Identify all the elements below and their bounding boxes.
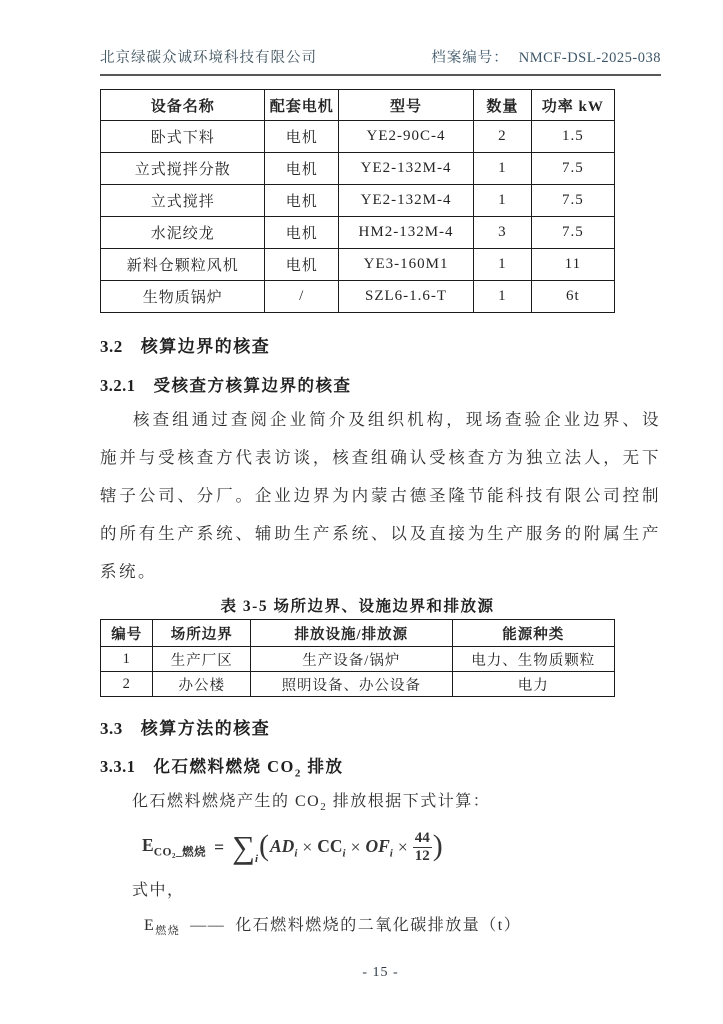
table-cell: 7.5	[531, 217, 614, 249]
table-cell: 1	[474, 249, 532, 281]
page-header	[100, 46, 661, 76]
table-cell: HM2-132M-4	[338, 217, 473, 249]
table-cell: 1	[474, 185, 532, 217]
table-row	[101, 249, 615, 281]
section-heading-3-2	[100, 332, 661, 357]
em-dash: ——	[190, 917, 226, 935]
section-heading-3-3	[100, 714, 661, 739]
table-cell: 7.5	[531, 153, 614, 185]
subscript-2: 2	[294, 767, 302, 780]
symbol-description: 化石燃料燃烧的二氧化碳排放量（t）	[235, 917, 522, 935]
right-paren: )	[432, 829, 443, 863]
table-cell: SZL6-1.6-T	[338, 281, 473, 313]
table-cell: YE3-160M1	[338, 249, 473, 281]
table-cell: 7.5	[531, 185, 614, 217]
times-sign: ×	[350, 836, 361, 857]
boundary-verification-paragraph: 核查组通过查阅企业简介及组织机构，现场查验企业边界、设施并与受核查方代表访谈，核查组确认受核查方为独立法人，无下辖子公司、分厂。企业边界为内蒙古德圣隆节能科技有限公司控制的所有生产系统、辅助生产系统、以及直接为生产服务的附属生产系统。	[100, 410, 661, 581]
table-cell: 照明设备、办公设备	[251, 672, 452, 697]
table-cell: 2	[101, 672, 153, 697]
table-cell: 生产厂区	[153, 647, 251, 672]
section-number: 3.3	[100, 719, 123, 738]
table-cell: 3	[474, 217, 532, 249]
subscript-2: 2	[320, 801, 328, 814]
page-number: - 15 -	[362, 964, 399, 980]
table-3-5-caption: 表 3-5 场所边界、设施边界和排放源	[220, 598, 495, 615]
column-header: 编号	[101, 620, 153, 647]
column-header: 型号	[338, 90, 473, 121]
table-row	[101, 647, 615, 672]
summation-index: i	[254, 853, 258, 866]
times-sign: ×	[302, 836, 313, 857]
table-cell: 卧式下料	[101, 121, 265, 153]
archive-label: 档案编号：	[431, 50, 509, 66]
table-cell: 立式搅拌分散	[101, 153, 265, 185]
fraction-numerator: 44	[413, 830, 432, 848]
table-cell: YE2-132M-4	[338, 185, 473, 217]
table-cell: 11	[531, 249, 614, 281]
symbol-base: E	[144, 917, 156, 935]
table-header-row	[101, 620, 615, 647]
section-number: 3.2	[100, 337, 123, 356]
archive-number: NMCF-DSL-2025-038	[518, 50, 661, 66]
times-sign: ×	[397, 836, 408, 857]
table-header-row	[101, 90, 615, 121]
company-name: 北京绿碳众诚环境科技有限公司	[100, 50, 317, 66]
section-number: 3.3.1	[100, 757, 136, 776]
section-title: 化石燃料燃烧 $CO_2$ 排放	[153, 757, 344, 780]
column-header: 配套电机	[265, 90, 339, 121]
where-label: 式中，	[132, 882, 185, 900]
column-header: 数量	[474, 90, 532, 121]
table-row	[101, 121, 615, 153]
symbol-subscript: 燃烧	[155, 925, 181, 938]
archive-number-field	[431, 46, 661, 67]
fraction-denominator: 12	[414, 847, 430, 864]
table-cell: 电机	[265, 249, 339, 281]
formula-term-OF: $OF_i$	[365, 835, 393, 860]
section-heading-3-2-1	[100, 372, 661, 396]
table-cell: 生产设备/锅炉	[251, 647, 452, 672]
section-title: 核算方法的核查	[140, 719, 271, 738]
table-cell: 1	[474, 281, 532, 313]
summation-symbol: ∑	[232, 829, 255, 866]
table-cell: 6t	[531, 281, 614, 313]
table-cell: 电力	[452, 672, 614, 697]
formula-lhs: $E_{CO_2\_燃烧}$	[142, 835, 207, 859]
boundary-table	[100, 619, 615, 697]
section-title: 受核查方核算边界的核查	[153, 376, 352, 395]
table-cell: 电机	[265, 185, 339, 217]
formula-intro-line: 化石燃料燃烧产生的 $CO_2$ 排放根据下式计算：	[132, 793, 491, 814]
column-header: 能源种类	[452, 620, 614, 647]
section-heading-3-3-1	[100, 753, 661, 779]
formula-term-AD: $AD_i$	[270, 835, 298, 860]
table-cell: 新料仓颗粒风机	[101, 249, 265, 281]
table-cell: 1	[101, 647, 153, 672]
table-cell: 2	[474, 121, 532, 153]
table-cell: 生物质锅炉	[101, 281, 265, 313]
table-cell: 1.5	[531, 121, 614, 153]
table-cell: 电机	[265, 121, 339, 153]
table-cell: YE2-132M-4	[338, 153, 473, 185]
table-row	[101, 672, 615, 697]
symbol-explanation-line	[100, 912, 661, 938]
table-cell: 电机	[265, 153, 339, 185]
equals-sign: =	[214, 836, 225, 857]
table-cell: 水泥绞龙	[101, 217, 265, 249]
table-cell: YE2-90C-4	[338, 121, 473, 153]
table-row	[101, 217, 615, 249]
column-header: 功率 kW	[531, 90, 614, 121]
table-cell: /	[265, 281, 339, 313]
table-cell: 办公楼	[153, 672, 251, 697]
formula-term-CC: $CC_i$	[317, 835, 346, 860]
table-row	[101, 153, 615, 185]
table-row	[101, 185, 615, 217]
table-row	[101, 281, 615, 313]
co2-combustion-formula	[142, 821, 661, 873]
column-header: 场所边界	[153, 620, 251, 647]
section-number: 3.2.1	[100, 376, 136, 395]
equipment-table	[100, 89, 615, 313]
table-cell: 立式搅拌	[101, 185, 265, 217]
column-header: 设备名称	[101, 90, 265, 121]
section-title: 核算边界的核查	[140, 337, 271, 356]
table-cell: 电力、生物质颗粒	[452, 647, 614, 672]
column-header: 排放设施/排放源	[251, 620, 452, 647]
table-cell: 电机	[265, 217, 339, 249]
fraction-44-12	[413, 830, 432, 866]
left-paren: (	[259, 829, 269, 863]
table-cell: 1	[474, 153, 532, 185]
